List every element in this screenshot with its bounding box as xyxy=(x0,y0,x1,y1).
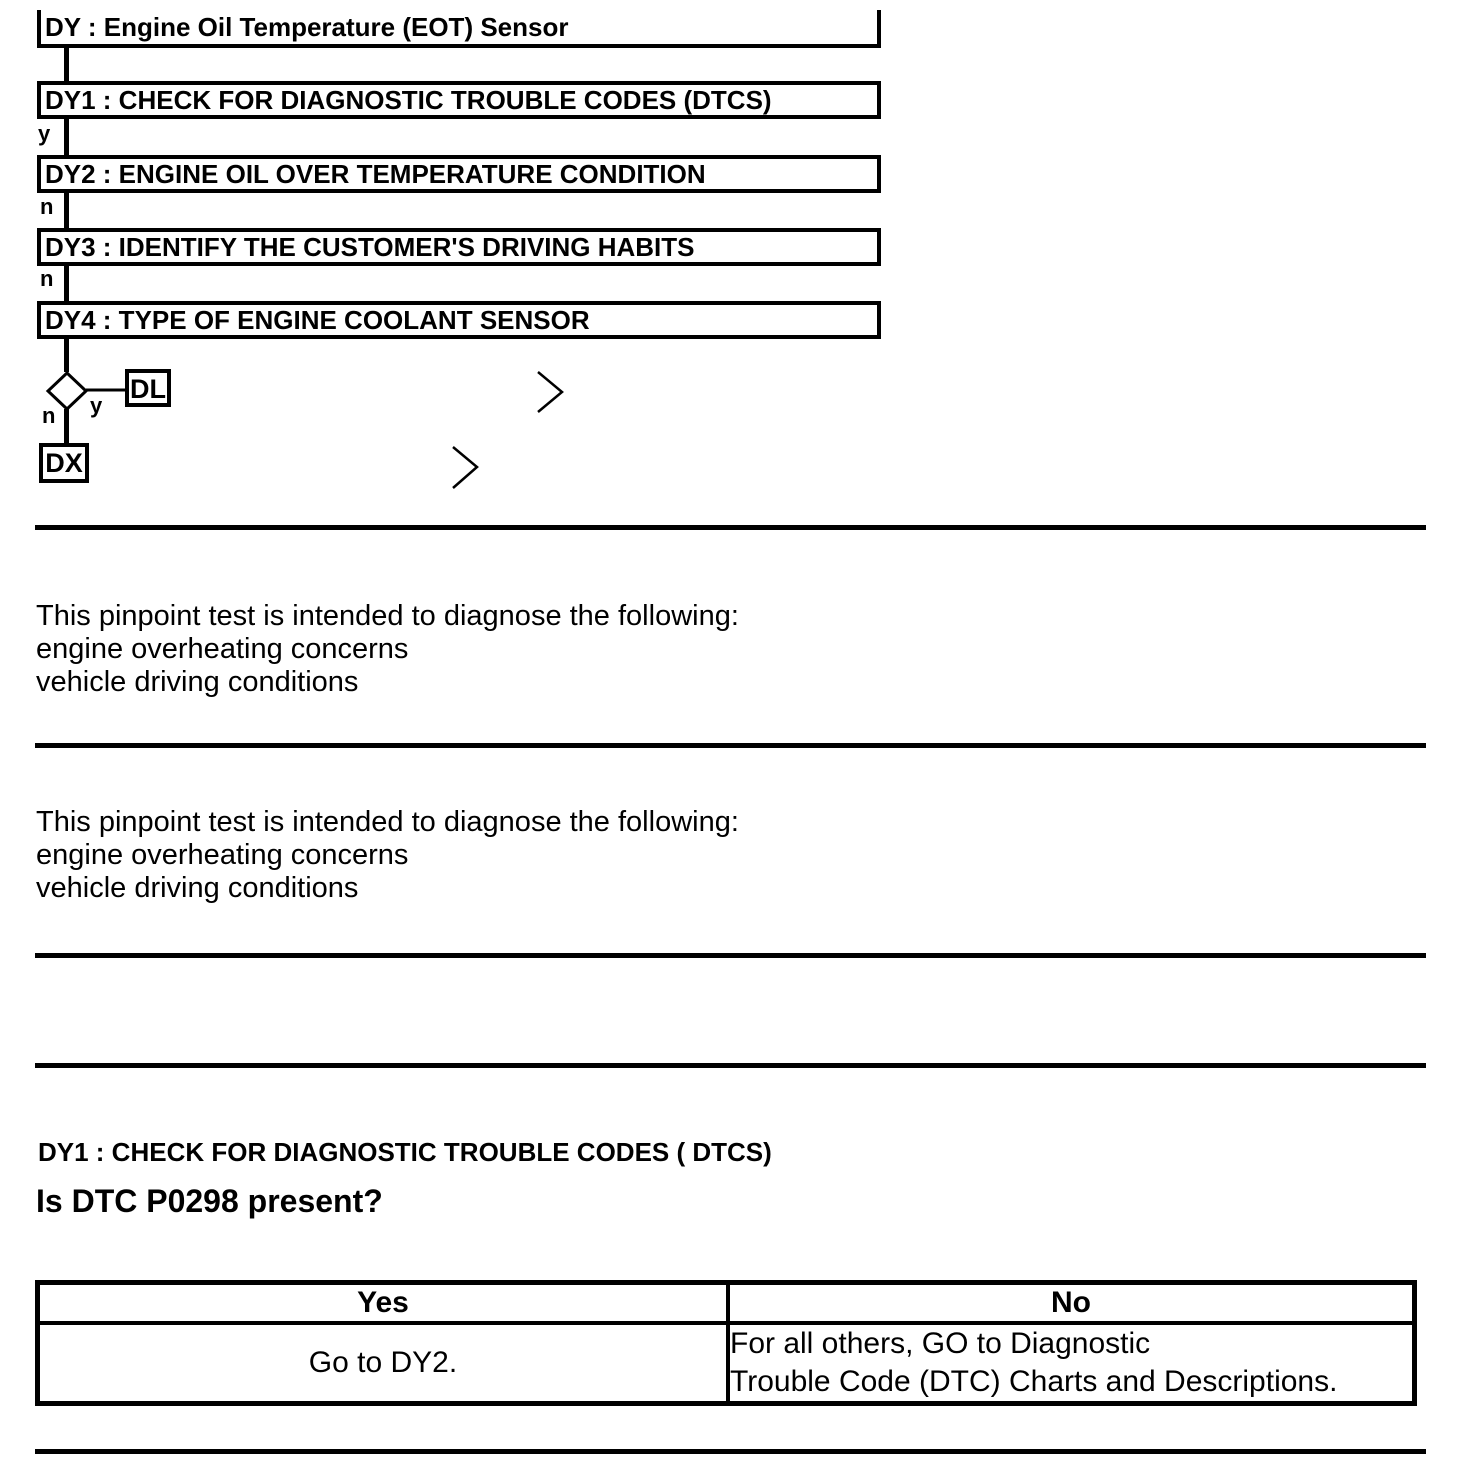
target-dx-link[interactable]: DX xyxy=(39,443,89,483)
description-item: engine overheating concerns xyxy=(36,839,409,871)
no-action-line: For all others, GO to Diagnostic xyxy=(730,1327,1151,1360)
divider xyxy=(35,743,1426,748)
divider xyxy=(35,525,1426,530)
decision-no-label: n xyxy=(42,403,56,428)
step-dy4-link[interactable]: DY4 : TYPE OF ENGINE COOLANT SENSOR xyxy=(37,301,881,339)
step-heading: DY1 : CHECK FOR DIAGNOSTIC TROUBLE CODES ( DTCS) xyxy=(38,1137,772,1167)
no-action-line: Trouble Code (DTC) Charts and Descriptions. xyxy=(730,1365,1338,1398)
branch-label-yes: y xyxy=(38,121,51,146)
description-intro: This pinpoint test is intended to diagnose the following: xyxy=(36,806,739,838)
description-item: vehicle driving conditions xyxy=(36,666,359,698)
yes-no-table xyxy=(35,1280,1417,1406)
no-column-header: No xyxy=(728,1283,1415,1324)
step-question: Is DTC P0298 present? xyxy=(36,1183,383,1219)
test-description xyxy=(36,600,739,699)
flowchart-title: DY : Engine Oil Temperature (EOT) Sensor xyxy=(37,10,881,48)
target-dl-link[interactable]: DL xyxy=(125,369,171,407)
step-dy3-link[interactable]: DY3 : IDENTIFY THE CUSTOMER'S DRIVING HABITS xyxy=(37,228,881,266)
decision-yes-label: y xyxy=(90,393,103,418)
description-item: engine overheating concerns xyxy=(36,633,409,665)
divider xyxy=(35,953,1426,958)
divider xyxy=(35,1063,1426,1068)
divider xyxy=(35,1449,1426,1454)
yes-action-link[interactable]: Go to DY2. xyxy=(38,1323,729,1404)
step-dy1-link[interactable]: DY1 : CHECK FOR DIAGNOSTIC TROUBLE CODES (DTCS) xyxy=(37,81,881,119)
step-dy2-link[interactable]: DY2 : ENGINE OIL OVER TEMPERATURE CONDITION xyxy=(37,155,881,193)
chevron-right-icon xyxy=(453,447,477,488)
test-description xyxy=(36,806,739,905)
yes-column-header: Yes xyxy=(38,1283,729,1324)
decision-diagram xyxy=(0,0,600,500)
branch-label-no: n xyxy=(40,194,54,219)
chevron-right-icon xyxy=(538,372,562,412)
description-item: vehicle driving conditions xyxy=(36,872,359,904)
no-action-link[interactable] xyxy=(728,1323,1415,1404)
description-intro: This pinpoint test is intended to diagnose the following: xyxy=(36,600,739,632)
branch-label-no: n xyxy=(40,266,54,291)
